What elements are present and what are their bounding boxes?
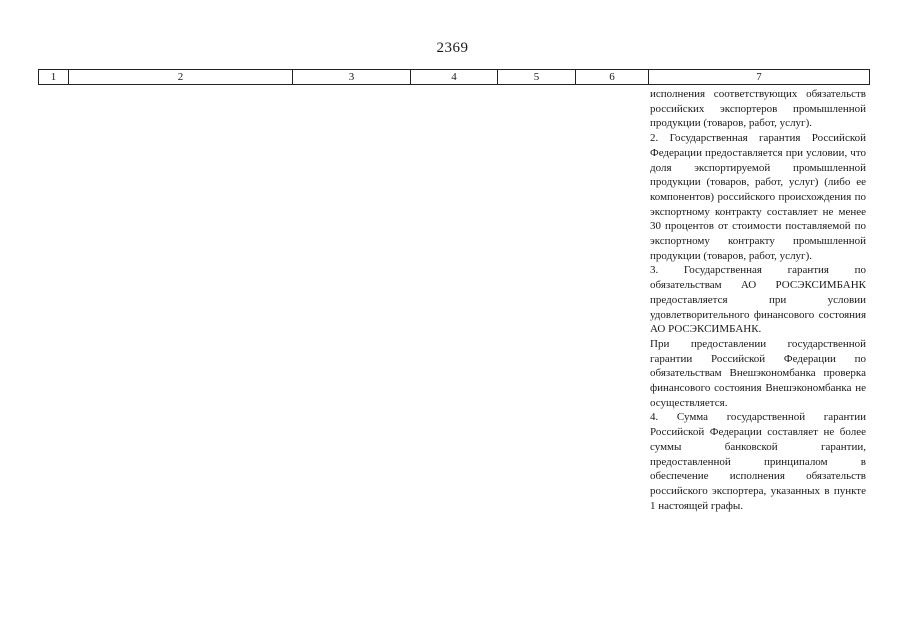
column-header-7: 7 — [756, 71, 762, 83]
paragraph-veb-note: При предоставлении государственной гарантии Российской Федерации по обязательствам Внешэкономбанка проверка финансового состояния Внешэкономбанка не осуществляется. — [650, 337, 866, 409]
column-header-4: 4 — [411, 70, 498, 84]
column-header-5: 5 — [498, 70, 576, 84]
paragraph-item-4: 4. Сумма государственной гарантии Российской Федерации составляет не более суммы банковской гарантии, предоставленной принципалом в обеспечение исполнения обязательств российского экспортера, указанных в пункте 1 настоящей графы. — [650, 411, 866, 512]
column-header-1: 1 — [39, 70, 69, 84]
page-number: 2369 — [436, 40, 469, 56]
column-7-text — [650, 87, 866, 513]
paragraph-item-2: 2. Государственная гарантия Российской Федерации предоставляется при условии, что доля экспортируемой промышленной продукции (товаров, работ, услуг) (либо ее компонентов) российского происхождения по экспортному контракту составляет не менее 30 процентов от стоимости поставляемой по экспортному контракту промышленной продукции (товаров, работ, услуг). — [650, 132, 866, 262]
table-header-row — [38, 69, 870, 85]
column-header-6: 6 — [576, 70, 649, 84]
paragraph-item-3: 3. Государственная гарантия по обязательствам АО РОСЭКСИМБАНК предоставляется при условии удовлетворительного финансового состояния АО РОСЭКСИМБАНК. — [650, 264, 866, 336]
column-header-3: 3 — [293, 70, 411, 84]
paragraph-continuation: исполнения соответствующих обязательств российских экспортеров промышленной продукции (товаров, работ, услуг). — [650, 88, 866, 130]
column-header-2: 2 — [69, 70, 293, 84]
